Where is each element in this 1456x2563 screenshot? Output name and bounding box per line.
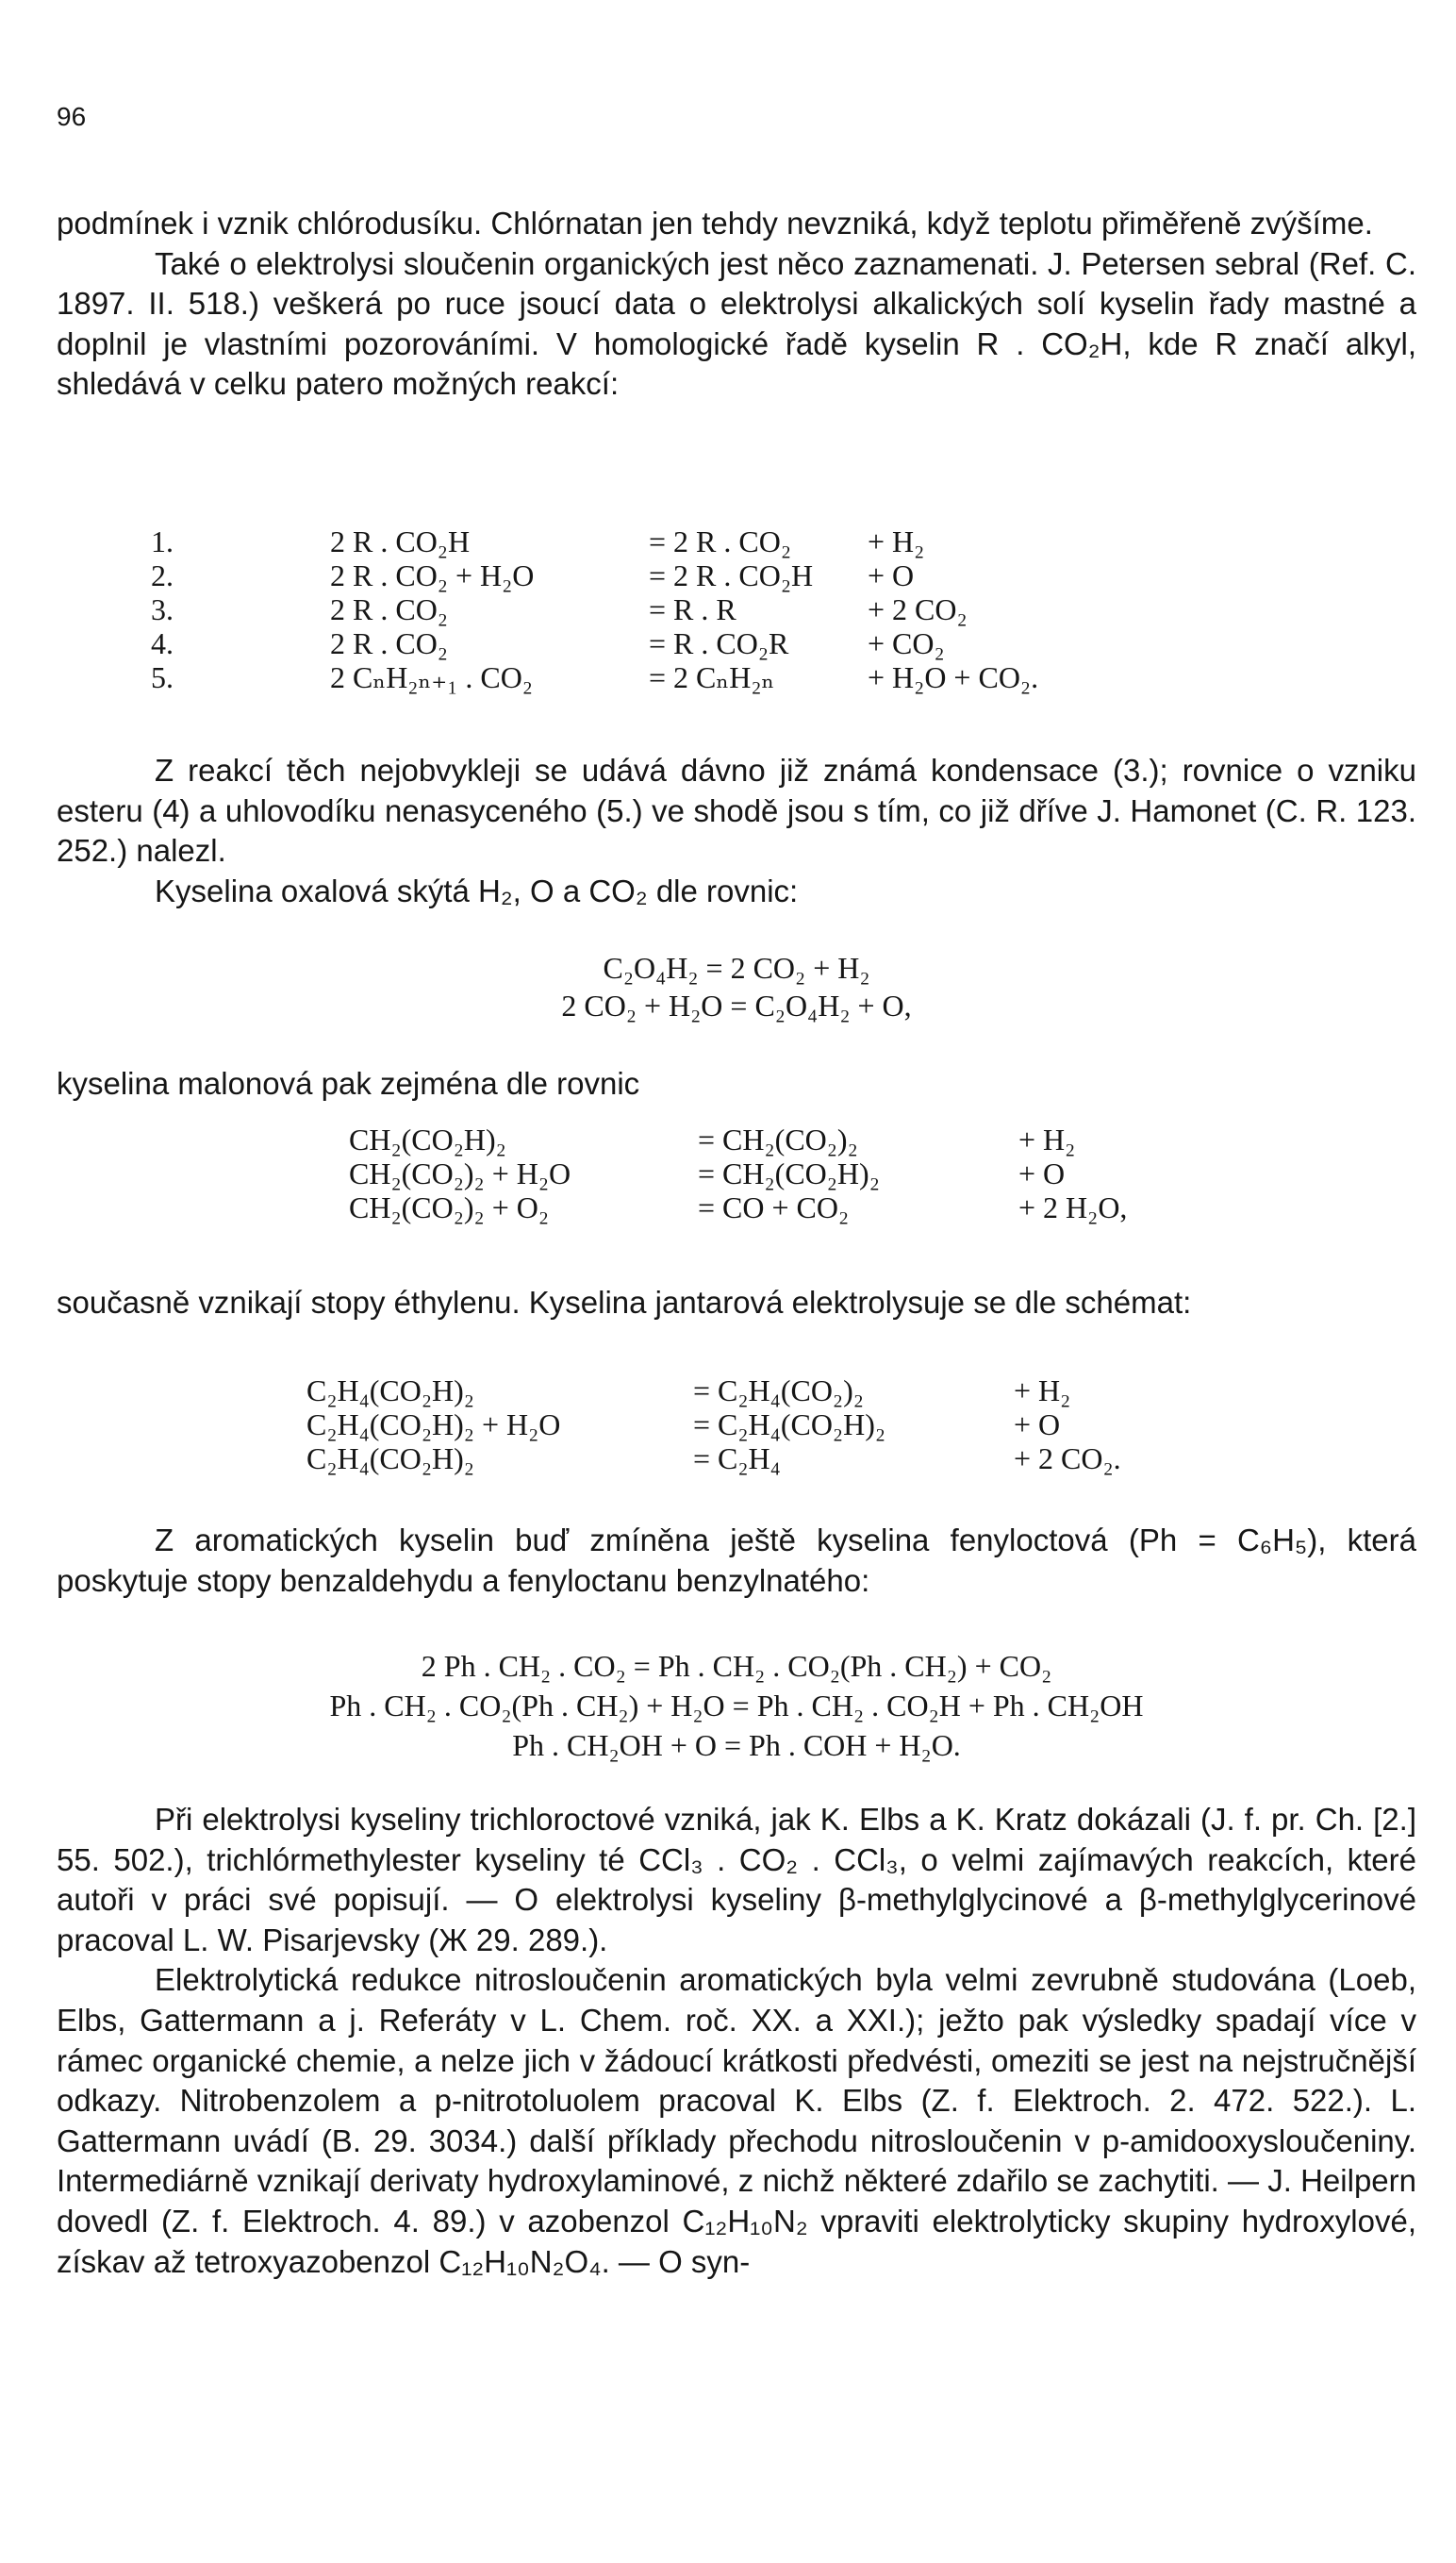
reaction-row: 4. 2 R . CO₂ = R . CO₂R + CO₂ [151,626,945,660]
paragraph-aromatic: Z aromatických kyselin buď zmíněna ještě kyselina fenyloctová (Ph = C₆H₅), která poskytuje stopy benzaldehydu a fenyloctanu benzylnatého: [57,1523,1416,1598]
intro-block [57,204,1416,405]
equation-row: CH₂(CO₂)₂ + O₂ = CO + CO₂ + 2 H₂O, [349,1190,1128,1224]
equation-row: CH₂(CO₂)₂ + H₂O = CH₂(CO₂H)₂ + O [349,1157,1066,1190]
page-number: 96 [57,102,87,131]
equation-row: CH₂(CO₂H)₂ = CH₂(CO₂)₂ + H₂ [349,1123,1076,1157]
phenyl-equation-2: Ph . CH₂ . CO₂(Ph . CH₂) + H₂O = Ph . CH₂ . CO₂H + Ph . CH₂OH [329,1689,1144,1723]
reaction-row: 1. 2 R . CO₂H = 2 R . CO₂ + H₂ [151,524,925,558]
malonic-equations [349,1123,1292,1224]
reaction-list [151,524,1282,694]
phenyl-equation-1: 2 Ph . CH₂ . CO₂ = Ph . CH₂ . CO₂(Ph . CH₂) + CO₂ [421,1649,1052,1683]
paragraph-succinic-intro: současně vznikají stopy éthylenu. Kyselina jantarová elektrolysuje se dle schémat: [57,1285,1192,1320]
equation-row: C₂H₄(CO₂H)₂ = C₂H₄(CO₂)₂ + H₂ [306,1373,1071,1407]
oxalic-equation-1: C₂O₄H₂ = 2 CO₂ + H₂ [603,951,870,985]
intro-paragraph-2: Také o elektrolysi sloučenin organických jest něco zaznamenati. J. Petersen sebral (Ref. C. 1897. II. 518.) veškerá po ruce jsoucí data o elektrolysi alkalických solí kyselin řady mastné a doplnil je vlastními pozorováními. V homologické řadě kyselin R . CO₂H, kde R značí alkyl, shledává v celku patero možných reakcí: [57,245,1416,402]
equation-row: C₂H₄(CO₂H)₂ + H₂O = C₂H₄(CO₂H)₂ + O [306,1407,1061,1441]
succinic-equations [306,1373,1249,1475]
oxalic-equation-2: 2 CO₂ + H₂O = C₂O₄H₂ + O, [561,989,912,1023]
paragraph-reactions-note: Z reakcí těch nejobvykleji se udává dávno již známá kondensace (3.); rovnice o vzniku esteru (4) a uhlovodíku nenasyceného (5.) ve shodě jsou s tím, co již dříve J. Hamonet (C. R. 123. 252.) nalezl. Kyselina oxalová skýtá H₂, O a CO₂ dle rovnic: [57,753,1416,908]
intro-paragraph-1: podmínek i vznik chlórodusíku. Chlórnatan jen tehdy nevzniká, když teplotu přiměřeně zvýšíme. [57,206,1373,241]
phenyl-equation-3: Ph . CH₂OH + O = Ph . COH + H₂O. [512,1728,961,1762]
paragraph-trichlor: Při elektrolysi kyseliny trichloroctové vzniká, jak K. Elbs a K. Kratz dokázali (J. f. pr. Ch. [2.] 55. 502.), trichlórmethylester kyseliny té CCl₃ . CO₂ . CCl₃, o velmi zajímavých reakcích, které autoři v práci své popisují. — O elektrolysi kyseliny β-methylglycinové a β-methylglycerinové pracoval L. W. Pisarjevsky (Ж 29. 289.). Elektrolytická redukce nitrosloučenin aromatických byla velmi zevrubně studována (Loeb, Elbs, Gattermann a j. Referáty v L. Chem. roč. XX. a XXI.); ježto pak výsledky spadají více v rámec organické chemie, a nelze jich v žádoucí krátkosti předvésti, omeziti se jest na nejstručnější odkazy. Nitrobenzolem a p-nitrotoluolem pracoval K. Elbs (Z. f. Elektroch. 2. 472. 522.). L. Gattermann uvádí (B. 29. 3034.) další příklady přechodu nitrosloučenin v p-amidooxysloučeniny. Intermediárně vznikají derivaty hydroxylaminové, z nichž některé zdařilo se zachytiti. — J. Heilpern dovedl (Z. f. Elektroch. 4. 89.) v azobenzol C₁₂H₁₀N₂ vpraviti elektrolyticky skupiny hydroxylové, získav až tetroxyazobenzol C₁₂H₁₀N₂O₄. — O syn- [57,1802,1416,2279]
reaction-row: 3. 2 R . CO₂ = R . R + 2 CO₂ [151,592,968,626]
reaction-row: 5. 2 CₙH₂ₙ₊₁ . CO₂ = 2 CₙH₂ₙ + H₂O + CO₂. [151,660,1039,694]
reaction-row: 2. 2 R . CO₂ + H₂O = 2 R . CO₂H + O [151,558,915,592]
equation-row: C₂H₄(CO₂H)₂ = C₂H₄ + 2 CO₂. [306,1441,1121,1475]
paragraph-malonic-intro: kyselina malonová pak zejména dle rovnic [57,1066,640,1101]
